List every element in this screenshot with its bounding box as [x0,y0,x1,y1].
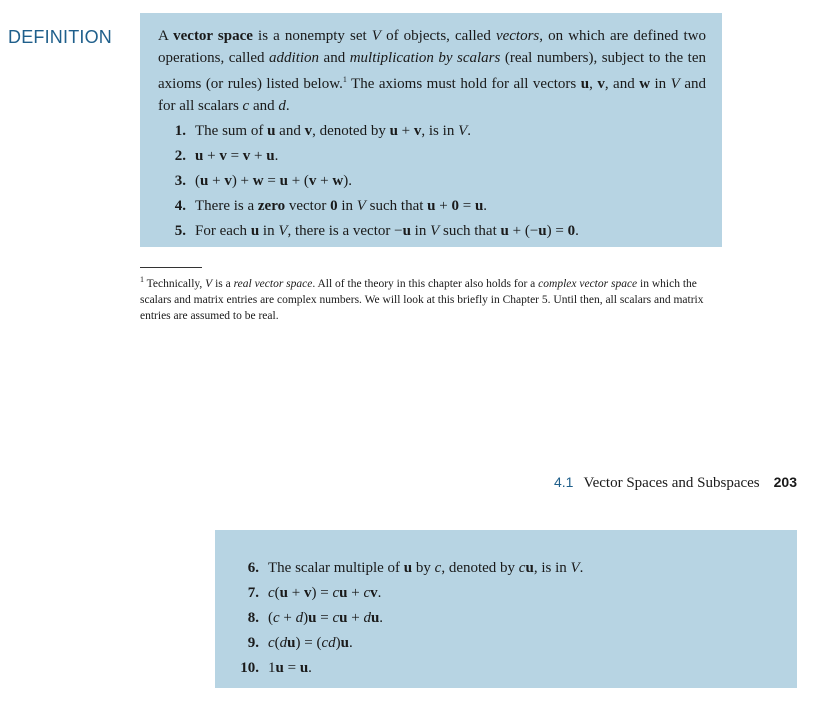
axiom-number: 10. [240,660,259,676]
axiom-text: c(du) = (cd)u. [268,635,353,651]
definition-label: DEFINITION [8,27,112,47]
axiom-number: 3. [174,173,186,189]
definition-intro: A vector space is a nonempty set V of objects, called vectors, on which are defined two operations, called addition and multiplication by scalars (real numbers), subject to the ten axioms (or rules) listed below.$^1$ The axioms must hold for all vectors u, v, and w in V and for all scalars c and d. [158,28,706,114]
footnote: $^1$ Technically, V is a real vector space. All of the theory in this chapter also holds for a complex vector space in which the scalars and matrix entries are complex numbers. We will look at this briefly in Chapter 5. Until then, all scalars and matrix entries are assumed to be real. [140,275,704,322]
axiom-10 [231,656,583,681]
axiom-number: 6. [247,560,259,576]
axiom-text: The scalar multiple of u by c, denoted by cu, is in V. [268,560,584,576]
axiom-text: 1u = u. [268,660,312,676]
axiom-text: (u + v) + w = u + (v + w). [195,173,352,189]
section-number: 4.1 [553,474,574,490]
axiom-number: 7. [247,585,259,601]
footnote-text: Technically, V is a real vector space. All of the theory in this chapter also holds for a complex vector space in which the scalars and matrix entries are complex numbers. We will look at this briefly in Chapter 5. Until then, all scalars and matrix entries are assumed to be real. [140,277,704,322]
axiom-text: (c + d)u = cu + du. [268,610,384,626]
axiom-list-part2 [231,556,583,681]
running-head [554,474,797,492]
axiom-number: 8. [247,610,259,626]
axiom-4 [160,194,579,219]
axiom-text: u + v = v + u. [195,148,279,164]
axiom-text: c(u + v) = cu + cv. [268,585,382,601]
axiom-number: 1. [174,123,186,139]
axiom-3 [160,169,579,194]
axiom-text: There is a zero vector 0 in V such that u + 0 = u. [195,198,488,214]
definition-box-part2 [215,530,797,688]
axiom-8 [231,606,583,631]
footnote-divider [140,267,202,268]
axiom-1 [160,119,579,144]
axiom-list-part1 [160,119,579,244]
section-title: Vector Spaces and Subspaces [583,475,760,491]
axiom-6 [231,556,583,581]
axiom-text: The sum of u and v, denoted by u + v, is in V. [195,123,471,139]
axiom-9 [231,631,583,656]
definition-box-part1 [140,13,722,247]
axiom-2 [160,144,579,169]
axiom-number: 4. [174,198,186,214]
axiom-number: 9. [247,635,259,651]
axiom-number: 5. [174,223,186,239]
axiom-text: For each u in V, there is a vector −u in V such that u + (−u) = 0. [195,223,579,239]
page-number: 203 [773,474,797,490]
axiom-number: 2. [174,148,186,164]
footnote-marker: 1 [342,75,347,84]
axiom-5 [160,219,579,244]
axiom-7 [231,581,583,606]
